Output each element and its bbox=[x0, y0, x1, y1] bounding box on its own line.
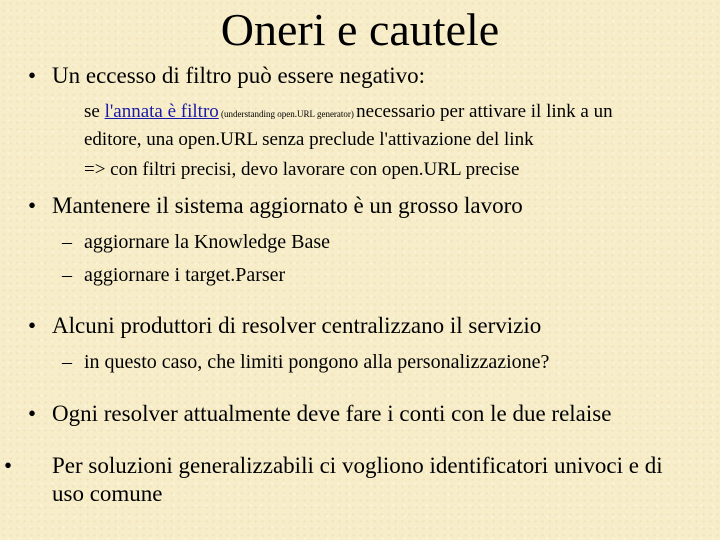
bullet-marker: • bbox=[4, 453, 13, 478]
sub-item bbox=[62, 348, 549, 376]
bullet-item bbox=[4, 452, 698, 508]
annata-filtro-link[interactable]: l'annata è filtro bbox=[104, 101, 219, 122]
slide-title: Oneri e cautele bbox=[220, 4, 500, 55]
bullet-text: Per soluzioni generalizzabili ci vogliono identificatori univoci e di uso comune bbox=[52, 453, 663, 506]
bullet-text: Ogni resolver attualmente deve fare i conti con le due relaise bbox=[52, 401, 612, 426]
bullet-continuation-line: => con filtri precisi, devo lavorare con open.URL precise bbox=[84, 159, 520, 180]
sub-marker: – bbox=[62, 351, 72, 373]
bullet-text: Mantenere il sistema aggiornato è un grosso lavoro bbox=[52, 193, 523, 218]
sub-marker: – bbox=[62, 231, 72, 253]
bullet-item bbox=[28, 192, 523, 220]
bullet-item bbox=[28, 62, 425, 90]
bullet-text: Alcuni produttori di resolver centralizzano il servizio bbox=[52, 313, 542, 338]
sub-text: in questo caso, che limiti pongono alla personalizzazione? bbox=[84, 351, 550, 373]
bullet-marker: • bbox=[28, 313, 37, 338]
line-suffix: necessario per attivare il link a un bbox=[356, 101, 613, 122]
bullet-text: Un eccesso di filtro può essere negativo: bbox=[52, 63, 425, 88]
bullet-marker: • bbox=[28, 401, 37, 426]
bullet-marker: • bbox=[28, 63, 37, 88]
small-note: (understanding open.URL generator) bbox=[218, 109, 357, 119]
bullet-continuation-line: editore, una open.URL senza preclude l'attivazione del link bbox=[84, 129, 534, 150]
sub-marker: – bbox=[62, 264, 72, 286]
sub-text: aggiornare i target.Parser bbox=[84, 264, 286, 286]
sub-item bbox=[62, 228, 330, 256]
sub-text: aggiornare la Knowledge Base bbox=[84, 231, 331, 253]
bullet-item bbox=[28, 312, 541, 340]
line-prefix: se bbox=[84, 101, 105, 122]
bullet-item bbox=[28, 400, 611, 428]
sub-item bbox=[62, 261, 285, 289]
bullet-marker: • bbox=[28, 193, 37, 218]
